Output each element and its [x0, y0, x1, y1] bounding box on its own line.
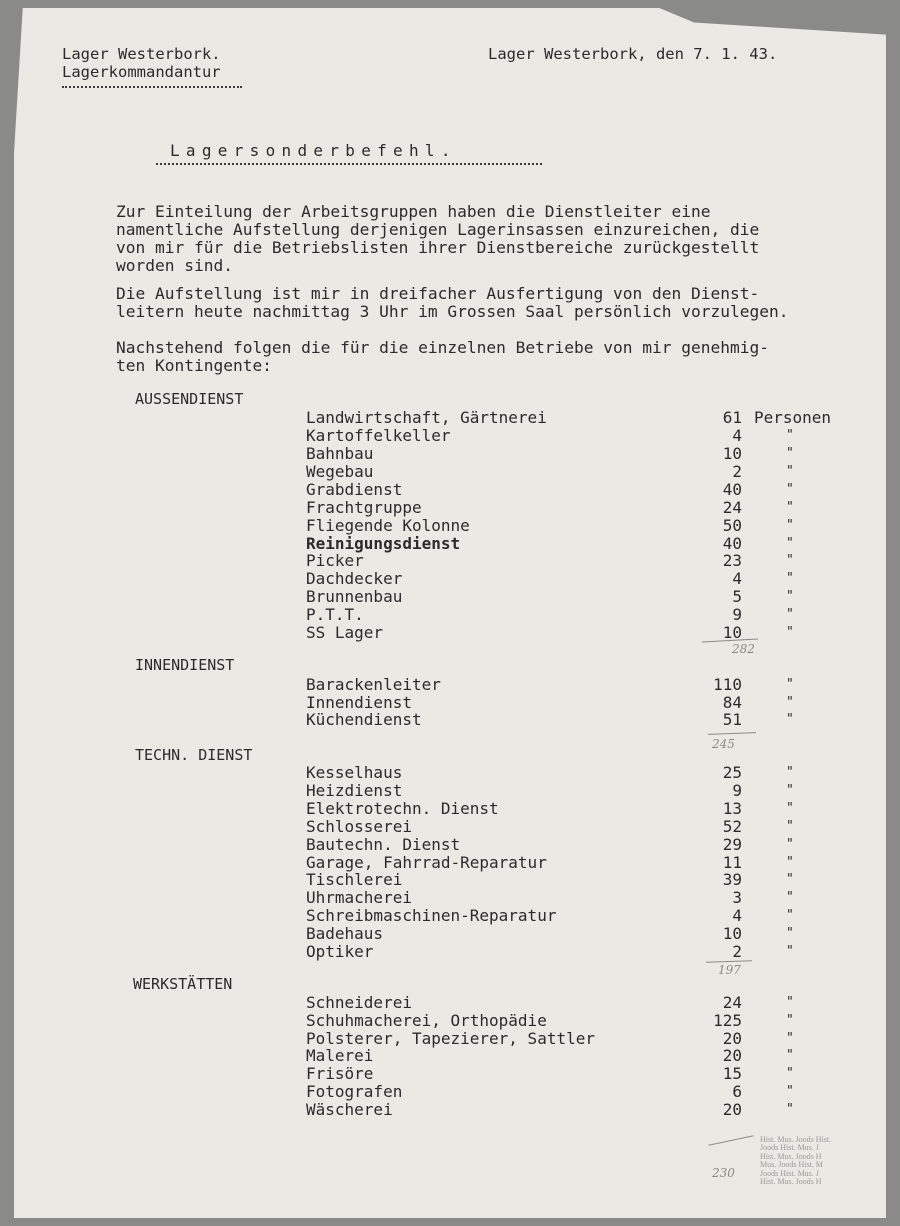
- list-item-label: Fotografen: [306, 1082, 403, 1101]
- list-item-count: 50: [722, 516, 742, 535]
- header-place-date: Lager Westerbork, den 7. 1. 43.: [488, 45, 778, 63]
- list-item-count: 4: [732, 426, 742, 445]
- list-item-label: Bautechn. Dienst: [306, 835, 461, 854]
- pencil-subtotal: 230: [712, 1166, 735, 1180]
- ditto-mark: ": [786, 926, 794, 941]
- ditto-mark: ": [786, 625, 794, 640]
- list-item-count: 51: [722, 710, 742, 729]
- list-item-count: 39: [722, 870, 742, 889]
- ditto-mark: ": [786, 765, 794, 780]
- list-item-count: 25: [722, 763, 742, 782]
- paragraph-2-line-2: leitern heute nachmittag 3 Uhr im Grossen Saal persönlich vorzulegen.: [116, 302, 789, 321]
- list-item-count: 10: [722, 444, 742, 463]
- list-item-label: Malerei: [306, 1046, 374, 1065]
- section-heading: INNENDIENST: [135, 656, 235, 674]
- list-item-count: 15: [722, 1064, 742, 1083]
- ditto-mark: ": [786, 872, 794, 887]
- stamp-line: Hist. Mus. Joods H: [760, 1151, 822, 1161]
- list-item-count: 24: [722, 498, 742, 517]
- paragraph-1-line-3: von mir für die Betriebslisten ihrer Dienstbereiche zurückgestellt: [116, 238, 760, 257]
- ditto-mark: ": [786, 1102, 794, 1117]
- ditto-mark: ": [786, 1084, 794, 1099]
- list-item-count: 9: [732, 605, 742, 624]
- ditto-mark: ": [786, 482, 794, 497]
- unit-label: Personen: [754, 408, 832, 427]
- ditto-mark: ": [786, 995, 794, 1010]
- stamp-line: Hist. Mus. Joods H: [760, 1177, 822, 1187]
- list-item-label: Dachdecker: [306, 569, 403, 588]
- ditto-mark: ": [786, 446, 794, 461]
- ditto-mark: ": [786, 589, 794, 604]
- list-item-count: 2: [732, 942, 742, 961]
- list-item-count: 125: [713, 1011, 742, 1030]
- paragraph-1-line-2: namentliche Aufstellung derjenigen Lagerinsassen einzureichen, die: [116, 220, 760, 239]
- list-item-count: 84: [722, 693, 742, 712]
- section-heading: WERKSTÄTTEN: [133, 975, 233, 993]
- list-item-count: 2: [732, 462, 742, 481]
- list-item-count: 20: [722, 1029, 742, 1048]
- ditto-mark: ": [786, 1066, 794, 1081]
- page-title: Lagersonderbefehl.: [170, 141, 457, 160]
- stamp-line: Mus. Joods Hist. M: [760, 1160, 823, 1170]
- section-heading: TECHN. DIENST: [135, 746, 253, 764]
- list-item-label: Optiker: [306, 942, 374, 961]
- ditto-mark: ": [786, 801, 794, 816]
- list-item-count: 5: [732, 587, 742, 606]
- ditto-mark: ": [786, 695, 794, 710]
- list-item-label: Schneiderei: [306, 993, 412, 1012]
- list-item-count: 13: [722, 799, 742, 818]
- pencil-subtotal: 197: [718, 963, 741, 977]
- list-item-label: Grabdienst: [306, 480, 403, 499]
- list-item-label: Brunnenbau: [306, 587, 403, 606]
- list-item-count: 20: [722, 1046, 742, 1065]
- ditto-mark: ": [786, 783, 794, 798]
- list-item-label: Fliegende Kolonne: [306, 516, 470, 535]
- ditto-mark: ": [786, 908, 794, 923]
- archive-stamp: [760, 1136, 848, 1196]
- list-item-label: Wäscherei: [306, 1100, 393, 1119]
- list-item-label: Bahnbau: [306, 444, 374, 463]
- list-item-label: Elektrotechn. Dienst: [306, 799, 499, 818]
- ditto-mark: ": [786, 837, 794, 852]
- stamp-line: Joods Hist. Mus. J: [760, 1168, 819, 1178]
- list-item-count: 4: [732, 906, 742, 925]
- list-item-count: 110: [713, 675, 742, 694]
- list-item-label: P.T.T.: [306, 605, 364, 624]
- pencil-subtotal: 245: [712, 737, 735, 751]
- list-item-label: Frisöre: [306, 1064, 374, 1083]
- list-item-count: 40: [722, 534, 742, 553]
- ditto-mark: ": [786, 1031, 794, 1046]
- list-item-count: 24: [722, 993, 742, 1012]
- list-item-count: 11: [722, 853, 742, 872]
- list-item-label: Wegebau: [306, 462, 374, 481]
- list-item-label: Innendienst: [306, 693, 412, 712]
- list-item-count: 20: [722, 1100, 742, 1119]
- list-item-count: 40: [722, 480, 742, 499]
- list-item-label: Küchendienst: [306, 710, 422, 729]
- list-item-label: Uhrmacherei: [306, 888, 412, 907]
- ditto-mark: ": [786, 677, 794, 692]
- section-heading: AUSSENDIENST: [135, 390, 244, 408]
- paragraph-1-line-4: worden sind.: [116, 256, 233, 275]
- paragraph-2-line-1: Die Aufstellung ist mir in dreifacher Ausfertigung von den Dienst-: [116, 284, 760, 303]
- list-item-count: 61: [722, 408, 742, 427]
- paragraph-3-line-1: Nachstehend folgen die für die einzelnen Betriebe von mir genehmig-: [116, 338, 769, 357]
- paragraph-1-line-1: Zur Einteilung der Arbeitsgruppen haben die Dienstleiter eine: [116, 202, 711, 221]
- list-item-label: Heizdienst: [306, 781, 403, 800]
- ditto-mark: ": [786, 464, 794, 479]
- list-item-count: 9: [732, 781, 742, 800]
- header-office-line2: Lagerkommandantur: [62, 63, 221, 81]
- list-item-count: 52: [722, 817, 742, 836]
- ditto-mark: ": [786, 571, 794, 586]
- ditto-mark: ": [786, 536, 794, 551]
- stamp-line: Hist. Mus. Joods Hist.: [760, 1136, 832, 1144]
- stamp-line: Joods Hist. Mus. J: [760, 1143, 819, 1153]
- list-item-label: Picker: [306, 551, 364, 570]
- list-item-label: Garage, Fahrrad-Reparatur: [306, 853, 547, 872]
- ditto-mark: ": [786, 607, 794, 622]
- ditto-mark: ": [786, 944, 794, 959]
- list-item-label: Schreibmaschinen-Reparatur: [306, 906, 557, 925]
- list-item-label: Schlosserei: [306, 817, 412, 836]
- list-item-count: 4: [732, 569, 742, 588]
- ditto-mark: ": [786, 518, 794, 533]
- list-item-label: SS Lager: [306, 623, 384, 642]
- list-item-label: Kartoffelkeller: [306, 426, 451, 445]
- ditto-mark: ": [786, 712, 794, 727]
- list-item-count: 10: [722, 623, 742, 642]
- list-item-label: Badehaus: [306, 924, 384, 943]
- list-item-label: Barackenleiter: [306, 675, 441, 694]
- list-item-label: Kesselhaus: [306, 763, 403, 782]
- pencil-subtotal: 282: [732, 642, 755, 656]
- list-item-count: 3: [732, 888, 742, 907]
- header-office-line1: Lager Westerbork.: [62, 45, 221, 63]
- ditto-mark: ": [786, 890, 794, 905]
- paragraph-3-line-2: ten Kontingente:: [116, 356, 272, 375]
- ditto-mark: ": [786, 500, 794, 515]
- list-item-label: Landwirtschaft, Gärtnerei: [306, 408, 547, 427]
- title-underline: [156, 163, 542, 165]
- list-item-count: 23: [722, 551, 742, 570]
- list-item-count: 6: [732, 1082, 742, 1101]
- ditto-mark: ": [786, 553, 794, 568]
- list-item-label: Polsterer, Tapezierer, Sattler: [306, 1029, 595, 1048]
- ditto-mark: ": [786, 855, 794, 870]
- ditto-mark: ": [786, 819, 794, 834]
- list-item-label: Reinigungsdienst: [306, 534, 461, 553]
- ditto-mark: ": [786, 1013, 794, 1028]
- list-item-count: 10: [722, 924, 742, 943]
- list-item-count: 29: [722, 835, 742, 854]
- ditto-mark: ": [786, 428, 794, 443]
- list-item-label: Frachtgruppe: [306, 498, 422, 517]
- list-item-label: Schuhmacherei, Orthopädie: [306, 1011, 547, 1030]
- header-underline: [62, 86, 242, 88]
- list-item-label: Tischlerei: [306, 870, 403, 889]
- ditto-mark: ": [786, 1048, 794, 1063]
